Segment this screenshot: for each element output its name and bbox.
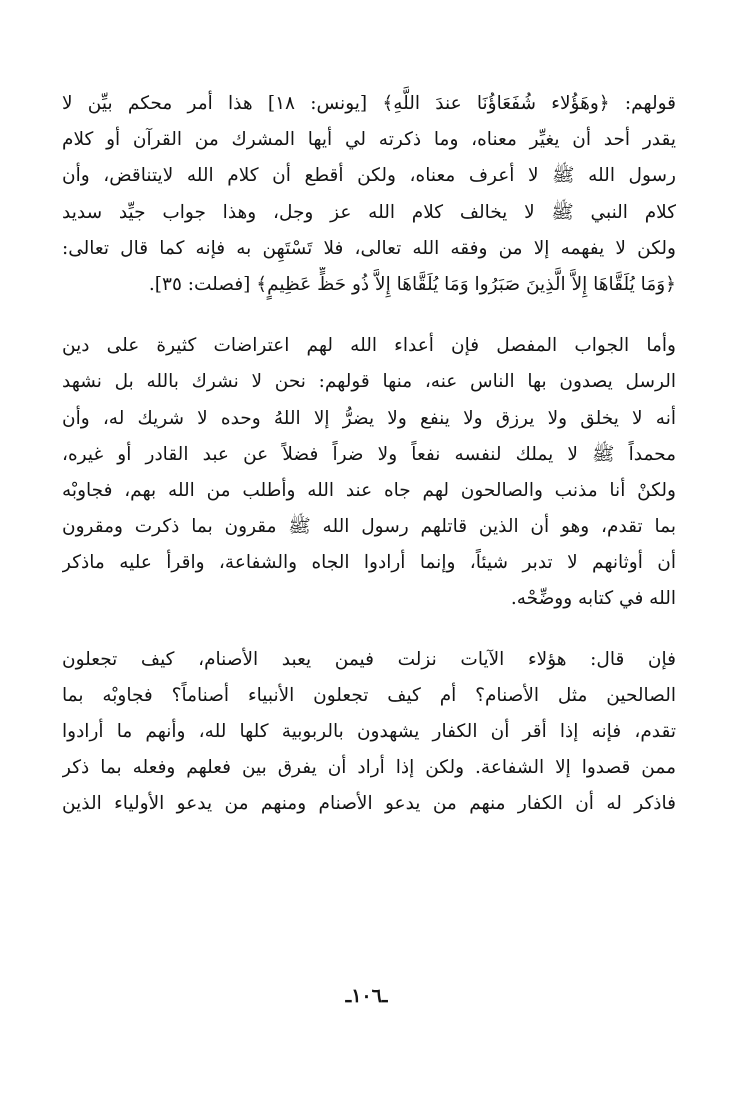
text-line: يقدر أحد أن يغيِّر معناه، وما ذكرته لي أيها المشرك من القرآن أو كلام: [62, 129, 676, 151]
text-line: فإن قال: هؤلاء الآيات نزلت فيمن يعبد الأصنام، كيف تجعلون: [62, 648, 676, 670]
text-line: قولهم: ﴿وهَؤُلاء شُفَعَاؤُنَا عندَ اللَّهِ﴾ [يونس: ١٨] هذا أمر محكم بيِّن لا: [62, 93, 676, 114]
text-line: كلام النبي ﷺ لا يخالف كلام الله عز وجل، وهذا جواب جيِّد سديد: [62, 201, 676, 223]
text-line: الرسل يصدون بها الناس عنه، منها قولهم: نحن لا نشرك بالله بل نشهد: [62, 371, 676, 393]
text-line: رسول الله ﷺ لا أعرف معناه، ولكن أقطع أن كلام الله لايتناقض، وأن: [62, 165, 676, 187]
text-line: أنه لا يخلق ولا يرزق ولا ينفع ولا يضرُّ إلا اللهُ وحده لا شريك له، وأن: [62, 407, 676, 429]
text-line: محمداً ﷺ لا يملك لنفسه نفعاً ولا ضراً فضلاً عن عبد القادر أو غيره،: [62, 443, 676, 465]
text-line: فاذكر له أن الكفار منهم من يدعو الأصنام ومنهم من يدعو الأولياء الذين: [62, 793, 676, 815]
paragraph-2: [62, 328, 676, 618]
page-body: [62, 86, 676, 823]
text-line: ممن قصدوا إلا الشفاعة. ولكن إذا أراد أن يفرق بين فعلهم وفعله بما ذكر: [62, 757, 676, 779]
text-line: ولكن لا يفهمه إلا من وفقه الله تعالى، فلا تَسْتَهِن به فإنه كما قال تعالى:: [62, 237, 676, 259]
text-line: بما تقدم، وهو أن الذين قاتلهم رسول الله ﷺ مقرون بما ذكرت ومقرون: [62, 516, 676, 538]
text-line: ﴿وَمَا يُلَقَّاهَا إِلاَّ الَّذِينَ صَبَرُوا وَمَا يُلَقَّاهَا إِلاَّ ذُو حَظٍّ عَظِيمٍ﴾ [فصلت: ٣٥].: [148, 273, 676, 295]
text-line: الصالحين مثل الأصنام؟ أم كيف تجعلون الأنبياء أصناماً؟ فجاوبْه بما: [62, 684, 676, 706]
paragraph-3: [62, 642, 676, 823]
paragraph-1: [62, 86, 676, 303]
text-line: ولكنْ أنا مذنب والصالحون لهم جاه عند الله وأطلب من الله بهم، فجاوبْه: [62, 479, 676, 501]
text-line: أن أوثانهم لا تدبر شيئاً، وإنما أرادوا الجاه والشفاعة، واقرأ عليه ماذكر: [62, 552, 676, 574]
text-line: الله في كتابه ووضِّحْه.: [510, 588, 676, 610]
text-line: وأما الجواب المفصل فإن أعداء الله لهم اعتراضات كثيرة على دين: [62, 335, 676, 357]
text-line: تقدم، فإنه إذا أقر أن الكفار يشهدون بالربوبية كلها لله، وأنهم ما أرادوا: [62, 721, 676, 742]
page-number: ـ١٠٦ـ: [345, 985, 388, 1007]
